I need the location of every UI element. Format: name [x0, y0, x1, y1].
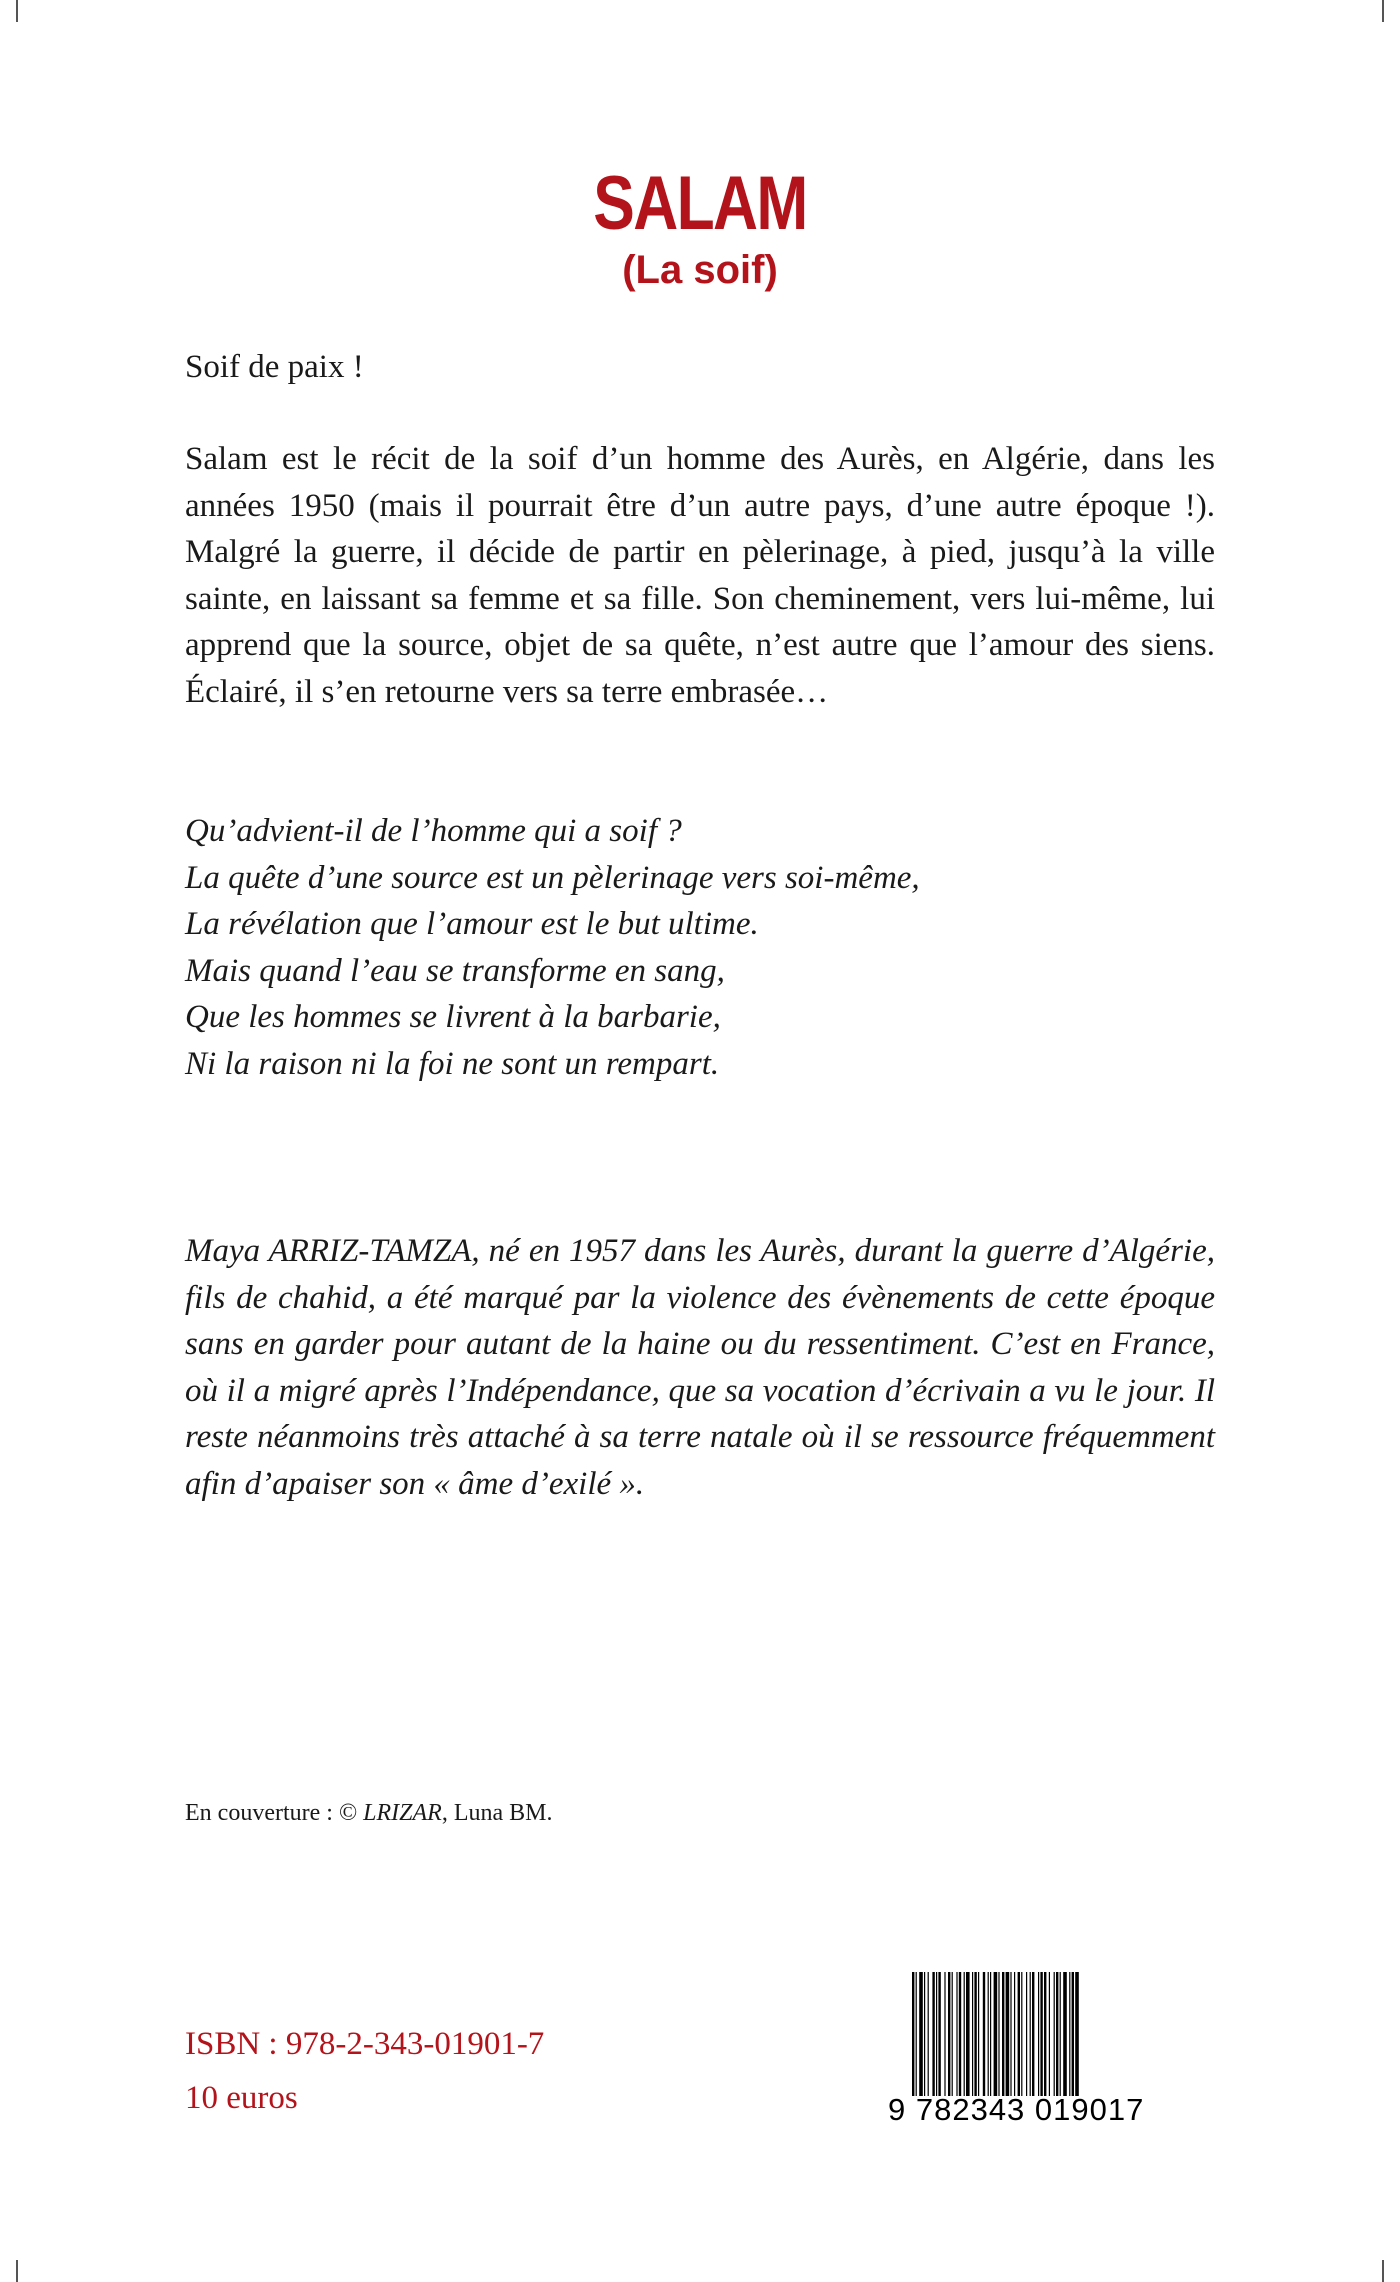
- barcode-bar: [936, 1972, 937, 2096]
- poem-line: Qu’advient-il de l’homme qui a soif ?: [185, 813, 682, 849]
- barcode-bar: [1030, 1972, 1031, 2096]
- barcode-bar: [964, 1972, 965, 2096]
- barcode-bar: [1014, 1972, 1015, 2096]
- barcode-bar: [983, 1972, 985, 2096]
- barcode-bars: [912, 1972, 1224, 2096]
- barcode-bar: [998, 1972, 999, 2096]
- barcode-bar: [978, 1972, 979, 2096]
- barcode-bar: [1054, 1972, 1055, 2096]
- barcode-bar: [1049, 1972, 1050, 2096]
- author-bio: Maya ARRIZ-TAMZA, né en 1957 dans les Aurès, durant la guerre d’Algérie, fils de chahid, a été marqué par la violence des évènements de cette époque sans en garder pour autant de la haine ou du ressentiment. C’est en France, où il a migré après l’Indépendance, que sa vocation d’écrivain a vu le jour. Il reste néanmoins très attaché à sa terre natale où il se ressource fréquemment afin d’apaiser son « âme d’exilé ».: [185, 1233, 1215, 1502]
- book-title: SALAM: [593, 161, 807, 246]
- crop-mark-bottom-right: [1382, 2260, 1384, 2282]
- barcode-bar: [1038, 1972, 1039, 2096]
- barcode-bar: [988, 1972, 989, 2096]
- barcode-bar: [994, 1972, 998, 2096]
- credit-suffix: , Luna BM.: [441, 1800, 553, 1826]
- crop-mark-bottom-left: [16, 2260, 18, 2282]
- crop-mark-top-right: [1382, 0, 1384, 22]
- barcode-bar: [1056, 1972, 1058, 2096]
- barcode-bar: [1040, 1972, 1042, 2096]
- barcode-bar: [948, 1972, 950, 2096]
- barcode-bar: [1069, 1972, 1070, 2096]
- lead-line: Soif de paix !: [185, 349, 364, 385]
- barcode-bar: [932, 1972, 934, 2096]
- poem-line: La quête d’une source est un pèlerinage vers soi-même,: [185, 859, 920, 896]
- barcode-bar: [959, 1972, 961, 2096]
- barcode-bar: [1060, 1972, 1061, 2096]
- barcode-bar: [1072, 1972, 1074, 2096]
- barcode-bar: [966, 1972, 970, 2096]
- barcode-bar: [919, 1972, 923, 2096]
- barcode-bar: [1044, 1972, 1046, 2096]
- credit-prefix: En couverture : ©: [185, 1800, 364, 1826]
- barcode-bar: [1026, 1972, 1027, 2096]
- barcode-bar: [938, 1972, 940, 2096]
- isbn: ISBN : 978-2-343-01901-7: [185, 2026, 545, 2062]
- barcode-bar: [944, 1972, 945, 2096]
- barcode-bar: [1063, 1972, 1067, 2096]
- poem-line: Que les hommes se livrent à la barbarie,: [185, 999, 721, 1035]
- barcode-bar: [1032, 1972, 1034, 2096]
- barcode-digits: 9 782343 019017: [888, 2092, 1145, 2127]
- book-subtitle: (La soif): [622, 248, 778, 292]
- poem-line: Ni la raison ni la foi ne sont un rempart.: [185, 1045, 720, 1082]
- price: 10 euros: [185, 2080, 298, 2116]
- barcode-bar: [1075, 1972, 1079, 2096]
- poem-line: Mais quand l’eau se transforme en sang,: [185, 952, 725, 989]
- crop-mark-top-left: [16, 0, 18, 22]
- barcode-bar: [952, 1972, 953, 2096]
- barcode-bar: [1010, 1972, 1011, 2096]
- barcode-bar: [1002, 1972, 1004, 2096]
- summary-paragraph: Salam est le récit de la soif d’un homme des Aurès, en Algérie, dans les années 1950 (mais il pourrait être d’un autre pays, d’une autre époque !). Malgré la guerre, il décide de partir en pèlerinage, à pied, jusqu’à la ville sainte, en laissant sa femme et sa fille. Son cheminement, vers lui-même, lui apprend que la source, objet de sa quête, n’est autre que l’amour des siens. Éclairé, il s’en retourne vers sa terre embrasée…: [185, 441, 1215, 710]
- barcode-bar: [990, 1972, 991, 2096]
- barcode-bar: [1021, 1972, 1022, 2096]
- barcode-bar: [916, 1972, 917, 2096]
- cover-credit: [185, 1800, 553, 1827]
- poem: [185, 808, 1215, 1087]
- poem-line: La révélation que l’amour est le but ultime.: [185, 906, 759, 942]
- barcode-bar: [1006, 1972, 1010, 2096]
- barcode-bar: [912, 1972, 914, 2096]
- barcode-bar: [956, 1972, 957, 2096]
- barcode-bar: [972, 1972, 973, 2096]
- barcode-bar: [928, 1972, 929, 2096]
- barcode-bar: [924, 1972, 925, 2096]
- barcode: [888, 1972, 1228, 2132]
- credit-artist: LRIZAR: [363, 1800, 442, 1826]
- barcode-bar: [1018, 1972, 1020, 2096]
- barcode-bar: [974, 1972, 976, 2096]
